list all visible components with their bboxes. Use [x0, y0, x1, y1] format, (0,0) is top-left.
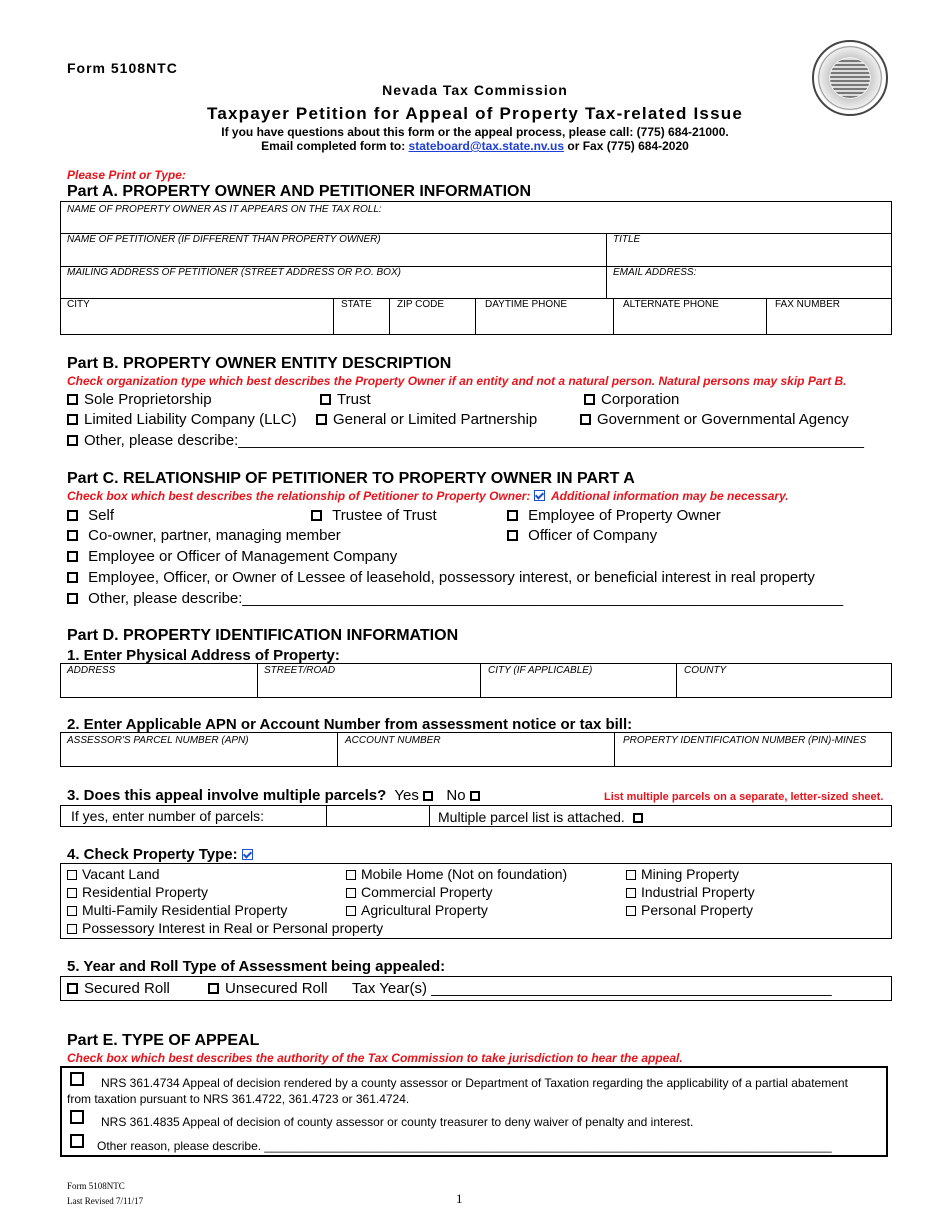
checkbox-icon[interactable]: [626, 870, 636, 880]
part-e-title: Part E. TYPE OF APPEAL: [67, 1032, 260, 1049]
q3-label: 3. Does this appeal involve multiple parcels?: [67, 787, 387, 804]
option-lessee[interactable]: [67, 569, 815, 586]
num-parcels-input[interactable]: [331, 807, 423, 825]
petitioner-name-field[interactable]: NAME OF PETITIONER (IF DIFFERENT THAN PROPERTY OWNER): [67, 234, 381, 245]
questions-line: If you have questions about this form or the appeal process, please call: (775) 684-21000.: [221, 125, 729, 139]
footer-form-id: Form 5108NTC: [67, 1181, 125, 1191]
option-label: Other, please describe:___________________________________________________________________________: [84, 432, 864, 449]
checkbox-icon[interactable]: [67, 551, 78, 562]
checkbox-icon[interactable]: [67, 510, 78, 521]
address-table: [60, 663, 892, 698]
email-suffix: or Fax (775) 684-2020: [564, 139, 689, 153]
email-line: [0, 139, 950, 153]
option-sole-proprietorship[interactable]: [67, 391, 212, 408]
type-residential[interactable]: [67, 884, 208, 900]
form-id: Form 5108NTC: [67, 60, 178, 76]
appeal-option-3[interactable]: [70, 1134, 90, 1152]
parcel-list-attached[interactable]: [438, 809, 648, 825]
part-c-instruction: [67, 489, 789, 503]
option-label: Residential Property: [82, 884, 209, 900]
appeal-option-2[interactable]: [70, 1110, 90, 1128]
checkbox-icon[interactable]: [346, 906, 356, 916]
pin-field[interactable]: PROPERTY IDENTIFICATION NUMBER (PIN)-MINES: [623, 735, 867, 746]
footer-revised: Last Revised 7/11/17: [67, 1196, 144, 1206]
type-mining[interactable]: [626, 866, 739, 882]
type-commercial[interactable]: [346, 884, 492, 900]
option-label: Multi-Family Residential Property: [82, 902, 288, 918]
checkbox-icon[interactable]: [584, 394, 595, 405]
city-field[interactable]: CITY: [67, 299, 90, 310]
checkbox-icon[interactable]: [67, 435, 78, 446]
option-label: Personal Property: [641, 902, 754, 918]
no-checkbox-icon[interactable]: [470, 791, 480, 801]
checkbox-icon[interactable]: [67, 593, 78, 604]
type-vacant-land[interactable]: [67, 866, 160, 882]
option-label: Employee, Officer, or Owner of Lessee of leasehold, possessory interest, or beneficial interest in real property: [88, 569, 815, 586]
option-management-company[interactable]: [67, 548, 397, 565]
nevada-state-seal-icon: [812, 40, 888, 116]
option-other-relationship[interactable]: [67, 590, 843, 607]
title-field[interactable]: TITLE: [613, 234, 641, 245]
address-field[interactable]: ADDRESS: [67, 665, 116, 676]
daytime-phone-field[interactable]: DAYTIME PHONE: [485, 299, 568, 310]
part-a-table: [60, 201, 892, 335]
apn-table: [60, 732, 892, 767]
checkbox-icon[interactable]: [67, 530, 78, 541]
checkbox-icon[interactable]: [320, 394, 331, 405]
option-partnership[interactable]: [316, 411, 537, 428]
checkbox-icon[interactable]: [67, 924, 77, 934]
type-possessory[interactable]: [67, 920, 383, 936]
option-trustee[interactable]: [311, 507, 437, 524]
street-field[interactable]: STREET/ROAD: [264, 665, 336, 676]
option-co-owner[interactable]: [67, 527, 341, 544]
q4-text: 4. Check Property Type:: [67, 846, 238, 863]
page-number: 1: [456, 1191, 463, 1206]
checkbox-icon[interactable]: [70, 1072, 84, 1086]
option-label: Sole Proprietorship: [84, 391, 212, 408]
checkbox-icon[interactable]: [346, 870, 356, 880]
checked-box-icon: [534, 490, 545, 501]
option-label: Government or Governmental Agency: [597, 411, 849, 428]
appeal-option-1-label: NRS 361.4734 Appeal of decision rendered by a county assessor or Department of Taxation regarding the applicability of a partial abatement: [101, 1076, 848, 1090]
checkbox-icon[interactable]: [346, 888, 356, 898]
apn-field[interactable]: ASSESSOR'S PARCEL NUMBER (APN): [67, 735, 249, 746]
checkbox-icon[interactable]: [311, 510, 322, 521]
checked-box-icon: [242, 849, 253, 860]
form-title: Taxpayer Petition for Appeal of Property Tax-related Issue: [207, 104, 743, 123]
option-label: Employee of Property Owner: [528, 507, 721, 524]
q3-note: List multiple parcels on a separate, letter-sized sheet.: [604, 791, 884, 803]
parcels-table: [60, 805, 892, 827]
option-officer[interactable]: [507, 527, 657, 544]
appeal-option-2-label: NRS 361.4835 Appeal of decision of county assessor or county treasurer to deny waiver of penalty and interest.: [101, 1115, 694, 1129]
part-b-instruction: Check organization type which best describes the Property Owner if an entity and not a natural person. Natural persons may skip Part B.: [67, 374, 847, 388]
option-label: Mobile Home (Not on foundation): [361, 866, 568, 882]
checkbox-icon[interactable]: [626, 888, 636, 898]
option-label: Secured Roll: [84, 980, 170, 997]
num-parcels-label: If yes, enter number of parcels:: [71, 808, 264, 824]
print-note: Please Print or Type:: [67, 168, 186, 182]
q5-label: 5. Year and Roll Type of Assessment being appealed:: [67, 958, 446, 975]
owner-name-field[interactable]: NAME OF PROPERTY OWNER AS IT APPEARS ON THE TAX ROLL:: [67, 204, 382, 215]
no-label: No: [446, 787, 466, 804]
checkbox-icon[interactable]: [67, 394, 78, 405]
part-d-title: Part D. PROPERTY IDENTIFICATION INFORMATION: [67, 627, 459, 644]
appeal-option-1[interactable]: [70, 1072, 90, 1090]
attached-label: Multiple parcel list is attached.: [438, 809, 625, 825]
option-trust[interactable]: [320, 391, 371, 408]
option-label: Possessory Interest in Real or Personal property: [82, 920, 384, 936]
checkbox-icon[interactable]: [67, 572, 78, 583]
account-field[interactable]: ACCOUNT NUMBER: [345, 735, 441, 746]
checkbox-icon[interactable]: [67, 888, 77, 898]
option-label: Industrial Property: [641, 884, 755, 900]
option-label: Co-owner, partner, managing member: [88, 527, 341, 544]
checkbox-icon[interactable]: [316, 414, 327, 425]
option-employee-owner[interactable]: [507, 507, 721, 524]
checkbox-icon[interactable]: [67, 983, 78, 994]
instruction-text: Check box which best describes the relationship of Petitioner to Property Owner:: [67, 489, 531, 503]
type-industrial[interactable]: [626, 884, 755, 900]
option-label: Commercial Property: [361, 884, 493, 900]
attached-checkbox-icon[interactable]: [633, 813, 643, 823]
option-other-entity[interactable]: [67, 432, 864, 449]
type-agricultural[interactable]: [346, 902, 488, 918]
agency-name: Nevada Tax Commission: [382, 82, 568, 98]
option-label: Vacant Land: [82, 866, 160, 882]
option-label: Corporation: [601, 391, 680, 408]
option-llc[interactable]: [67, 411, 297, 428]
type-mobile-home[interactable]: [346, 866, 567, 882]
option-label: Trustee of Trust: [332, 507, 437, 524]
instruction-text-2: Additional information may be necessary.: [551, 489, 789, 503]
option-label: Other, please describe:________________________________________________________________________: [88, 590, 844, 607]
checkbox-icon[interactable]: [208, 983, 219, 994]
email-field[interactable]: EMAIL ADDRESS:: [613, 267, 697, 278]
option-label: Unsecured Roll: [225, 980, 328, 997]
zip-field[interactable]: ZIP CODE: [397, 299, 445, 310]
option-self[interactable]: [67, 507, 114, 524]
option-secured-roll[interactable]: [67, 980, 170, 997]
checkbox-icon[interactable]: [70, 1110, 84, 1124]
q3-row: [67, 787, 485, 804]
property-city-field[interactable]: CITY (IF APPLICABLE): [488, 665, 593, 676]
checkbox-icon[interactable]: [70, 1134, 84, 1148]
option-label: Employee or Officer of Management Company: [88, 548, 398, 565]
part-c-title: Part C. RELATIONSHIP OF PETITIONER TO PROPERTY OWNER IN PART A: [67, 470, 635, 487]
option-label: Trust: [337, 391, 371, 408]
option-label: General or Limited Partnership: [333, 411, 538, 428]
appeal-option-1-label-2: from taxation pursuant to NRS 361.4722, 361.4723 or 361.4724.: [67, 1092, 410, 1106]
checkbox-icon[interactable]: [67, 906, 77, 916]
checkbox-icon[interactable]: [67, 414, 78, 425]
q4-label: [67, 846, 253, 863]
type-personal[interactable]: [626, 902, 753, 918]
fax-field[interactable]: FAX NUMBER: [775, 299, 841, 310]
checkbox-icon[interactable]: [507, 510, 518, 521]
q1-label: 1. Enter Physical Address of Property:: [67, 647, 340, 664]
option-label: Self: [88, 507, 115, 524]
checkbox-icon[interactable]: [626, 906, 636, 916]
checkbox-icon[interactable]: [507, 530, 518, 541]
option-unsecured-roll[interactable]: [208, 980, 328, 997]
mailing-address-field[interactable]: MAILING ADDRESS OF PETITIONER (STREET ADDRESS OR P.O. BOX): [67, 267, 401, 278]
part-e-instruction: Check box which best describes the authority of the Tax Commission to take jurisdiction to hear the appeal.: [67, 1051, 683, 1065]
option-label: Limited Liability Company (LLC): [84, 411, 297, 428]
yes-label: Yes: [394, 787, 419, 804]
option-label: Mining Property: [641, 866, 740, 882]
appeal-option-3-label[interactable]: Other reason, please describe. _____________________________________________________________________________________: [97, 1139, 832, 1153]
tax-year-field[interactable]: Tax Year(s) ________________________________________________: [352, 980, 832, 997]
county-field[interactable]: COUNTY: [684, 665, 727, 676]
yes-checkbox-icon[interactable]: [423, 791, 433, 801]
checkbox-icon[interactable]: [580, 414, 591, 425]
alternate-phone-field[interactable]: ALTERNATE PHONE: [623, 299, 719, 310]
option-government[interactable]: [580, 411, 849, 428]
option-label: Officer of Company: [528, 527, 658, 544]
state-field[interactable]: STATE: [341, 299, 372, 310]
checkbox-icon[interactable]: [67, 870, 77, 880]
email-link[interactable]: stateboard@tax.state.nv.us: [408, 139, 565, 153]
option-label: Agricultural Property: [361, 902, 488, 918]
q2-label: 2. Enter Applicable APN or Account Number from assessment notice or tax bill:: [67, 716, 633, 733]
part-b-title: Part B. PROPERTY OWNER ENTITY DESCRIPTION: [67, 355, 452, 372]
type-multi-family[interactable]: [67, 902, 287, 918]
email-prefix: Email completed form to:: [261, 139, 409, 153]
part-a-title: Part A. PROPERTY OWNER AND PETITIONER INFORMATION: [67, 183, 532, 200]
option-corporation[interactable]: [584, 391, 679, 408]
